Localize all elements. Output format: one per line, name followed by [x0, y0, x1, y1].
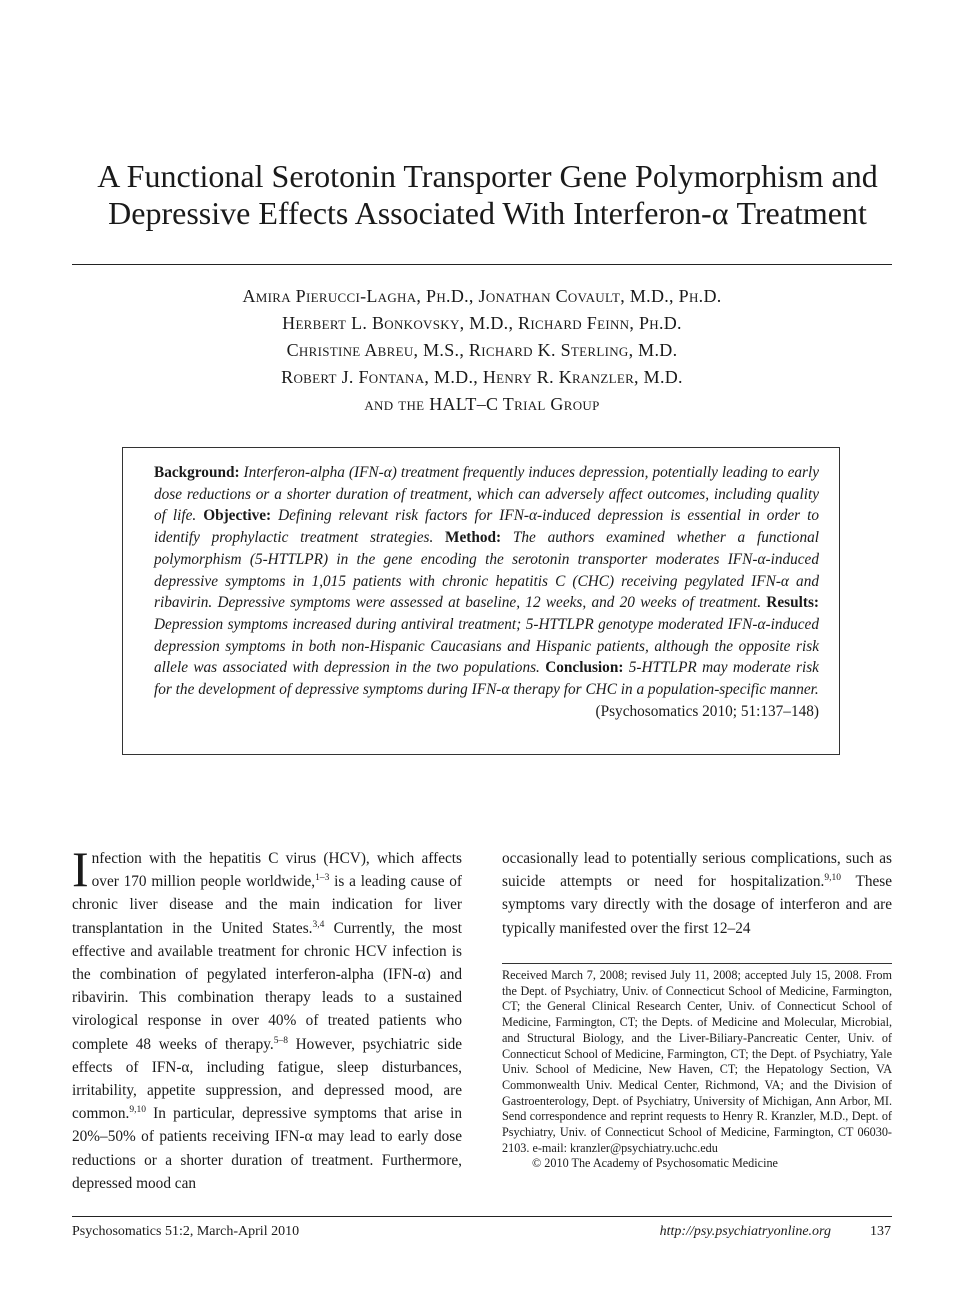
title-line-2: Depressive Effects Associated With Interferon-α Treatment: [108, 195, 867, 231]
background-label: Background:: [154, 464, 240, 481]
conclusion-text: 5-HTTLPR may moderate risk for the development of depressive symptoms during IFN-α therapy for CHC in a population-specific manner.: [154, 659, 819, 699]
intro-paragraph: [72, 841, 463, 1195]
copyright-notice: © 2010 The Academy of Psychosomatic Medicine: [532, 1156, 778, 1171]
results-label: Results:: [766, 594, 819, 612]
body-column-left: [72, 841, 463, 1195]
ref-superscript: 9,10: [824, 873, 841, 884]
ref-superscript: 9,10: [129, 1105, 146, 1116]
journal-issue: Psychosomatics 51:2, March-April 2010: [72, 1224, 300, 1239]
body-column-right: [502, 847, 892, 940]
conclusion-label: Conclusion:: [545, 659, 624, 677]
footer-divider: [72, 1216, 892, 1217]
background-text: Interferon-alpha (IFN-α) treatment frequently induces depression, potentially leading to early dose reductions or a shorter duration of treatment, which can adversely affect outcomes, including quality of life.: [154, 464, 819, 525]
ref-superscript: 1–3: [315, 873, 330, 884]
author-line-2: Herbert L. Bonkovsky, M.D., Richard Feinn, Ph.D.: [282, 313, 682, 333]
results-text: Depression symptoms increased during antiviral treatment; 5-HTTLPR genotype moderated IFN-α-induced depression symptoms in both non-Hispanic Caucasians and Hispanic patients, although the opposite risk allele was associated with depression in the two populations.: [154, 615, 819, 677]
page-number: 137: [870, 1224, 891, 1239]
footnote-divider: [502, 963, 892, 964]
body-text: nfection with the hepatitis C virus (HCV), which affects over 170 million people worldwide,: [91, 850, 462, 891]
article-footnote: [502, 968, 892, 1172]
abstract-box: [122, 447, 840, 755]
author-list: [72, 283, 892, 418]
body-text: These symptoms vary directly with the dosage of interferon and are typically manifested over the first 12–24: [502, 873, 893, 937]
title-divider: [72, 264, 892, 265]
objective-text: Defining relevant risk factors for IFN-α-induced depression is essential in order to identify prophylactic treatment strategies.: [154, 507, 819, 547]
article-title: [60, 158, 915, 232]
body-text: Currently, the most effective and available treatment for chronic HCV infection is the combination of pegylated interferon-alpha (IFN-α) and ribavirin. This combination therapy leads to a sustained virological response in over 40% of treated patients who complete 48 weeks of therapy.: [72, 919, 462, 1053]
abstract-citation: (Psychosomatics 2010; 51:137–148): [595, 702, 819, 720]
body-text: In particular, depressive symptoms that arise in 20%–50% of patients receiving IFN-α may lead to early dose reductions or a shorter duration of treatment. Furthermore, depressed mood can: [72, 1105, 462, 1192]
ref-superscript: 5–8: [273, 1035, 288, 1046]
drop-cap: I: [72, 841, 89, 897]
journal-url-link[interactable]: http://psy.psychiatryonline.org: [659, 1224, 831, 1239]
ref-superscript: 3,4: [312, 919, 325, 930]
objective-label: Objective:: [203, 507, 272, 525]
author-line-4: Robert J. Fontana, M.D., Henry R. Kranzler, M.D.: [281, 367, 683, 387]
author-line-3: Christine Abreu, M.S., Richard K. Sterling, M.D.: [286, 340, 678, 360]
author-line-5: and the HALT–C Trial Group: [364, 394, 600, 414]
method-text: The authors examined whether a functional polymorphism (5-HTTLPR) in the gene encoding the serotonin transporter moderates IFN-α-induced depressive symptoms in 1,015 patients with chronic hepatitis C (CHC) receiving pegylated IFN-α and ribavirin. Depressive symptoms were assessed at baseline, 12 weeks, and 20 weeks of treatment.: [154, 529, 819, 612]
body-paragraph: [502, 847, 892, 940]
body-text: occasionally lead to potentially serious complications, such as suicide attempts or need for hospitalization.: [502, 850, 892, 891]
body-text: is a leading cause of chronic liver disease and the main indication for liver transplantation in the United States.: [72, 873, 462, 937]
title-line-1: A Functional Serotonin Transporter Gene Polymorphism and: [97, 158, 878, 194]
abstract-text: [154, 462, 819, 701]
author-line-1: Amira Pierucci-Lagha, Ph.D., Jonathan Covault, M.D., Ph.D.: [242, 286, 722, 306]
body-text: However, psychiatric side effects of IFN-α, including fatigue, sleep disturbances, irritability, appetite suppression, and depressed mood, are common.: [72, 1035, 463, 1123]
received-affiliations: Received March 7, 2008; revised July 11, 2008; accepted July 15, 2008. From the Dept. of Psychiatry, Univ. of Connecticut School of Medicine, Farmington, CT; the General Clinical Research Center, Univ. of Connecticut School of Medicine, Farmington, CT; the Depts. of Medicine and Molecular, Microbial, and Structural Biology, and the Liver-Biliary-Pancreatic Center, Univ. of Connecticut School of Medicine, Farmington, CT; the Dept. of Psychiatry, Yale Univ. School of Medicine, New Haven, CT; the Hepatology Section, VA Commonwealth Univ. Medical Center, Richmond, VA; and the Division of Gastroenterology, Dept. of Psychiatry, University of Michigan, Ann Arbor, MI. Send correspondence and reprint requests to Henry R. Kranzler, M.D., Dept. of Psychiatry, Univ. of Connecticut School of Medicine, Farmington, CT 06030-2103. e-mail: kranzler@psychiatry.uchc.edu: [502, 968, 892, 1155]
method-label: Method:: [445, 529, 502, 547]
